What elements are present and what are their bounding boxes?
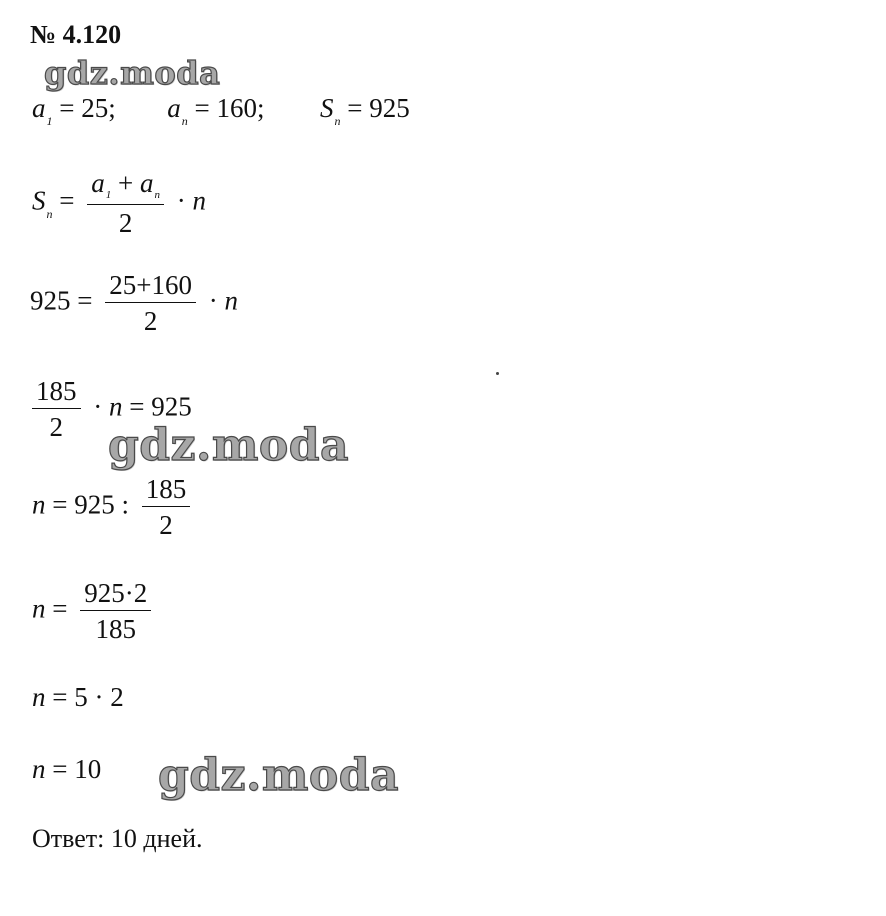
watermark: gdz.moda — [44, 54, 221, 92]
watermark: gdz.moda — [108, 420, 350, 471]
a1-symbol: a — [32, 93, 46, 123]
step5-numerator: 925·2 — [84, 578, 148, 608]
step3-fraction — [32, 378, 81, 441]
substitution-lhs: 925 = — [30, 285, 100, 316]
formula-fraction — [87, 170, 164, 237]
substitution-fraction — [105, 272, 196, 335]
substitution-n: n — [224, 285, 238, 316]
step4-rest: = 925 : — [45, 489, 136, 520]
formula-lhs-subscript: n — [46, 206, 53, 221]
step7-line — [32, 756, 101, 783]
substitution-denominator: 2 — [143, 306, 158, 336]
a1-subscript: 1 — [46, 114, 53, 128]
step6-rest: = 5 · 2 — [45, 682, 124, 712]
problem-title: № 4.120 — [30, 20, 122, 49]
sum-formula — [32, 170, 206, 237]
formula-n: n — [192, 185, 206, 216]
formula-lhs-symbol: S — [32, 185, 46, 216]
step4-fraction — [142, 476, 191, 539]
step6-n: n — [32, 682, 46, 712]
step5-equals: = — [45, 593, 75, 624]
step6-line — [32, 684, 124, 711]
given-values — [32, 95, 410, 127]
sn-value: = 925 — [340, 93, 410, 123]
an-symbol: a — [167, 93, 181, 123]
substitution-numerator: 25+160 — [109, 270, 192, 300]
step5-fraction — [80, 580, 151, 643]
step7-n: n — [32, 754, 46, 784]
step4-denominator: 2 — [159, 510, 173, 540]
step5-line — [32, 580, 157, 643]
stray-dot — [496, 372, 499, 375]
an-value: = 160; — [187, 93, 265, 123]
substitution-times: · — [208, 285, 225, 316]
step3-numerator: 185 — [36, 376, 77, 406]
step3-times: · — [93, 391, 109, 422]
formula-numerator: $a_1 + a_n$ — [91, 168, 160, 201]
sn-subscript: n — [334, 114, 341, 128]
step5-n: n — [32, 593, 46, 624]
formula-times: · — [176, 185, 193, 216]
step3-n: n — [109, 391, 123, 422]
formula-equals: = — [52, 185, 82, 216]
step4-n: n — [32, 489, 46, 520]
watermark: gdz.moda — [158, 750, 400, 801]
step3-denominator: 2 — [49, 412, 63, 442]
sn-symbol: S — [319, 93, 334, 123]
substitution-line — [30, 272, 238, 335]
answer-line: Ответ: 10 дней. — [32, 824, 203, 853]
step4-line — [32, 476, 196, 539]
step5-denominator: 185 — [95, 614, 136, 644]
step3-rest: = 925 — [122, 391, 192, 422]
formula-denominator: 2 — [118, 208, 133, 238]
step7-rest: = 10 — [45, 754, 102, 784]
an-subscript: n — [181, 114, 188, 128]
step4-numerator: 185 — [145, 474, 187, 504]
a1-value: = 25; — [52, 93, 116, 123]
